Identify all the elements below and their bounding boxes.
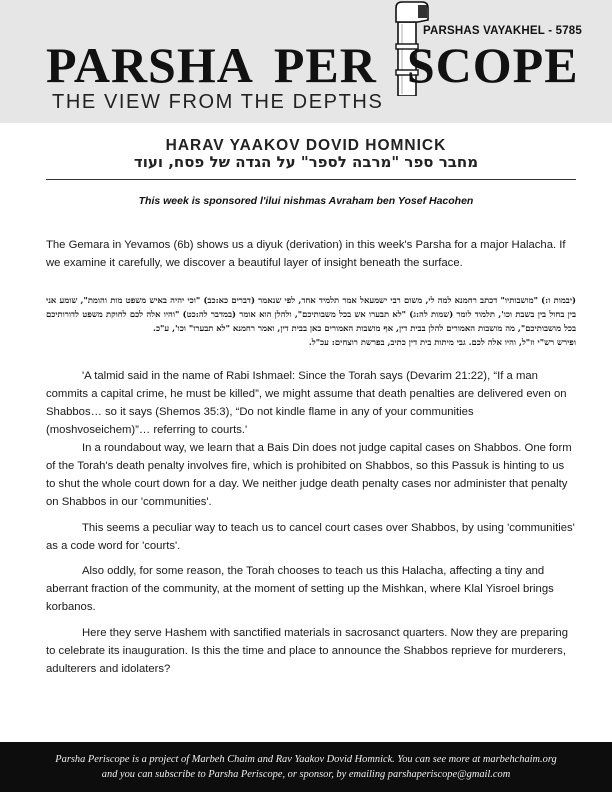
brand-periscope-spacer: [377, 42, 407, 82]
author-name: HARAV YAAKOV DOVID HOMNICK: [165, 137, 447, 154]
brand-word-scope: SCOPE: [406, 37, 579, 93]
author-hebrew-credit: מחבר ספר "מרבה לספר" על הגדה של פסח, ועוד: [133, 153, 479, 171]
paragraph-4: Also oddly, for some reason, the Torah chooses to teach us this Halacha, affecting a tiny and aberrant fraction of the community, at the moment of setting up the Mishkan, where Klal Yisroel brings korbanos.: [46, 565, 554, 613]
paragraph-5: Here they serve Hashem with sanctified materials in sacrosanct quarters. Now they are preparing to celebrate its inauguration. Is this the time and place to announce the Shabbos reprieve for murderers, adulterers and idolaters?: [46, 627, 568, 675]
brand-word-parsha: PARSHA: [46, 37, 254, 93]
footer-line-2: and you can subscribe to Parsha Periscope, or sponsor, by emailing parshaperiscope@gmail.com: [101, 769, 511, 780]
parsha-label: PARSHAS VAYAKHEL - 5785: [422, 25, 582, 37]
divider: [46, 179, 576, 180]
brand-title: [46, 38, 579, 92]
hebrew-quote-text: (יבמות ו:) "מושבותיו" דכתב רחמנא למה לי, משום רבי ישמעאל אמר תלמיד אחד, לפי שנאמר (דברים כא:כב) "וכי יהיה באיש משפט מות והומת", שומע אני בין בחול בין בשבת וכו', תלמוד לומר (שמות לה:ג) "לא תבערו אש בכל משבותיכם", ולהלן הוא אומר (במדבר לה:כט) "והיו אלה לכם לחוקת משפט לדורותיכם בכל מושבותיכם", מה מושבות האמורים להלן בבית דין, אף מושבות האמורים כאן בבית דין, ואמר רחמנא "לא תבערו" וכו', ע"כ.: [46, 295, 576, 333]
footer-line-1: Parsha Periscope is a project of Marbeh Chaim and Rav Yaakov Dovid Homnick. You can see more at marbehchaim.org: [55, 754, 557, 765]
hebrew-quote-note: ופירש רש"י וז"ל, והיו אלה לכם. גבי מיתות בית דין כתיב, בפרשת רוצחים: עכ"ל.: [308, 337, 576, 347]
intro-paragraph: The Gemara in Yevamos (6b) shows us a diyuk (derivation) in this week's Parsha for a major Halacha. If we examine it carefully, we discover a beautiful layer of insight beneath the surface.: [46, 239, 566, 269]
sponsor-line: This week is sponsored l'ilui nishmas Avraham ben Yosef Hacohen: [138, 195, 474, 207]
paragraph-1: 'A talmid said in the name of Rabi Ishmael: Since the Torah says (Devarim 21:22), “If a man commits a capital crime, he must be killed”, we might assume that death penalties are delivered even on Shabbos… so it says (Shemos 35:3), “Do not kindle flame in any of your communities (moshvoseichem)”… referring to courts.': [46, 370, 567, 436]
hebrew-quote: [46, 293, 576, 349]
brand-word-per: PER: [273, 37, 377, 93]
footer-text: [0, 752, 612, 782]
paragraph-3: This seems a peculiar way to teach us to cancel court cases over Shabbos, by using 'communities' as a code word for 'courts'.: [46, 522, 575, 552]
paragraph-2: In a roundabout way, we learn that a Bais Din does not judge capital cases on Shabbos. One form of the Torah's death penalty involves fire, which is prohibited on Shabbos, so this Passuk is hinting to us to shut the whole court down for a day. We neither judge death penalty cases nor administer that penalty on Shabbos in our 'communities'.: [46, 442, 572, 508]
tagline: THE VIEW FROM THE DEPTHS: [52, 91, 384, 113]
